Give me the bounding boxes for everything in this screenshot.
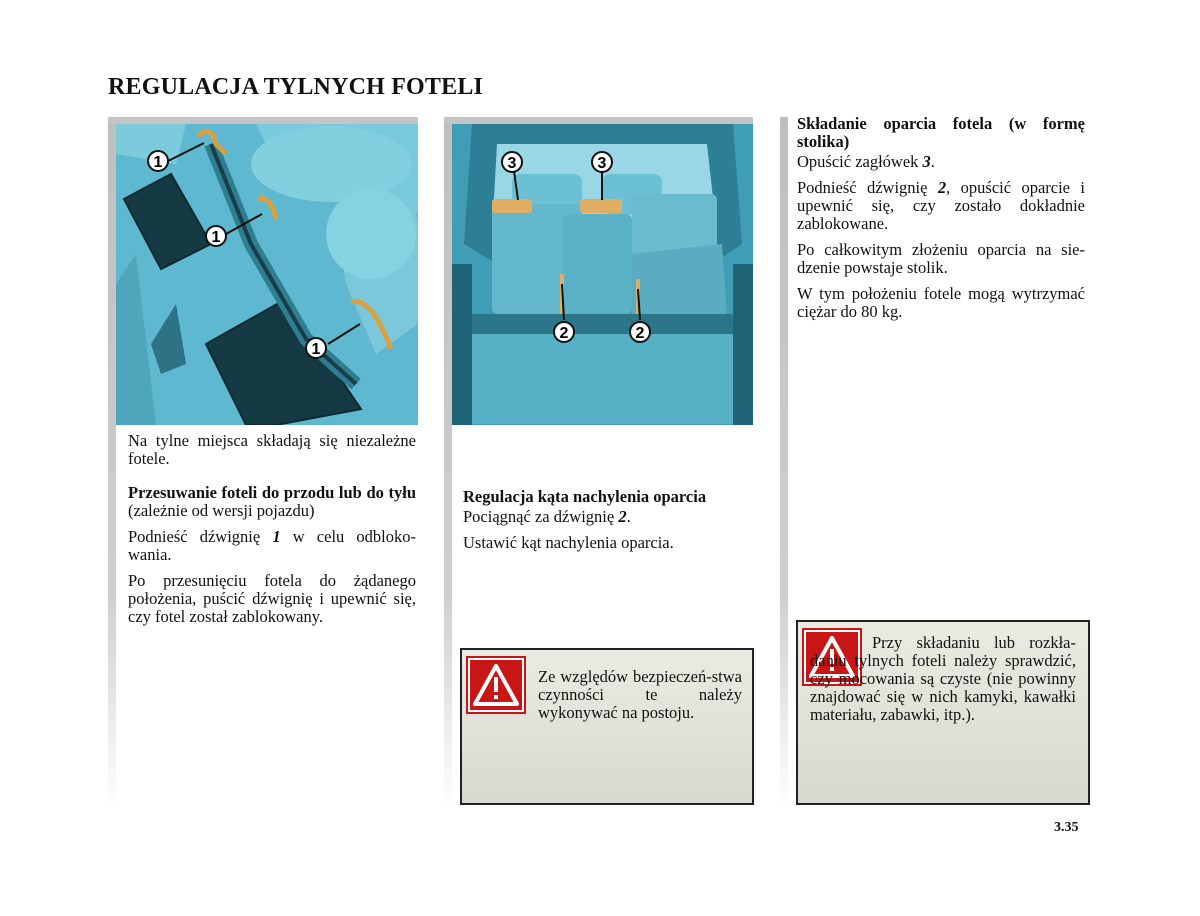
svg-text:1: 1 — [153, 154, 163, 171]
recline-step-1-text-end: . — [626, 507, 631, 526]
warning-box-parking — [460, 648, 754, 805]
table-step-1-ref: 3 — [922, 152, 931, 171]
svg-text:3: 3 — [507, 155, 517, 172]
svg-text:3: 3 — [597, 155, 607, 172]
col3-text — [797, 115, 1085, 329]
trunk-seats-photo — [452, 124, 753, 425]
table-step-1 — [797, 153, 1085, 171]
warning-triangle-icon — [468, 658, 524, 712]
table-step-2 — [797, 179, 1085, 233]
recline-step-2: Ustawić kąt nachylenia oparcia. — [463, 533, 674, 552]
column-divider-left — [108, 117, 116, 807]
seat-rails-illustration — [116, 124, 418, 425]
page-title: REGULACJA TYLNYCH FOTELI — [108, 74, 484, 100]
table-step-2-ref: 2 — [937, 178, 947, 197]
svg-text:1: 1 — [311, 341, 321, 358]
table-section-heading: Składanie oparcia fotela (w formę stolika) — [797, 114, 1085, 151]
slide-step-2: Po przesunięciu fotela do żądanego położenia, puścić dźwignię i upewnić się, czy fotel został zablokowany. — [128, 571, 416, 626]
callout-headrest-3a — [502, 152, 522, 172]
callout-lever-2a — [554, 322, 574, 342]
warning-text-parking: Ze względów bezpieczeń-stwa czynności te należy wykonywać na postoju. — [538, 667, 742, 722]
recline-step-1-ref: 2 — [618, 507, 627, 526]
callout-lever-2b — [630, 322, 650, 342]
col1-text — [128, 432, 416, 634]
table-step-4: W tym położeniu fotele mogą wytrzymać ciężar do 80 kg. — [797, 284, 1085, 321]
slide-step-1 — [128, 528, 416, 564]
callout-lever-1a — [148, 151, 168, 171]
column-divider-middle — [444, 117, 452, 807]
column-top-rule-left — [108, 117, 418, 124]
slide-section-note: (zależnie od wersji pojazdu) — [128, 501, 315, 520]
slide-step-1-text-end: w celu odbloko-wania. — [128, 527, 416, 564]
callout-lever-1b — [206, 226, 226, 246]
slide-step-1-text: Podnieść dźwignię — [128, 527, 261, 546]
slide-section-heading-paragraph — [128, 484, 416, 520]
table-step-2-text: Podnieść dźwignię — [797, 178, 928, 197]
callout-headrest-3b — [592, 152, 612, 172]
svg-text:1: 1 — [211, 229, 221, 246]
seat-rails-photo — [116, 124, 418, 425]
slide-step-1-ref: 1 — [272, 527, 281, 546]
col2-text — [463, 488, 747, 560]
column-top-rule-middle — [444, 117, 753, 124]
svg-text:2: 2 — [559, 325, 569, 342]
callout-lever-1c — [306, 338, 326, 358]
recline-step-1 — [463, 508, 747, 526]
slide-section-heading: Przesuwanie foteli do przodu lub do tyłu — [128, 483, 416, 502]
intro-paragraph: Na tylne miejsca składają się niezależne fotele. — [128, 431, 416, 468]
warning-box-mounts — [796, 620, 1090, 805]
table-step-2-text-end: , opuścić oparcie i upewnić się, czy zostało dokładnie zablokowane. — [797, 178, 1085, 233]
table-step-1-text: Opuścić zagłówek — [797, 152, 919, 171]
table-step-1-text-end: . — [930, 152, 935, 171]
warning-text-mounts: Przy składaniu lub rozkła-daniu tylnych foteli należy sprawdzić, czy mocowania są czyste (nie powinny znajdować się w nich kamyki, kawałki materiału, zabawki, itp.). — [810, 633, 1076, 724]
column-divider-right — [780, 117, 788, 807]
page-number: 3.35 — [1054, 820, 1079, 835]
svg-text:2: 2 — [635, 325, 645, 342]
recline-section-heading: Regulacja kąta nachylenia oparcia — [463, 487, 707, 506]
table-step-3: Po całkowitym złożeniu oparcia na sie-dzenie powstaje stolik. — [797, 240, 1085, 277]
recline-step-1-text: Pociągnąć za dźwignię — [463, 507, 615, 526]
trunk-seats-illustration — [452, 124, 753, 425]
